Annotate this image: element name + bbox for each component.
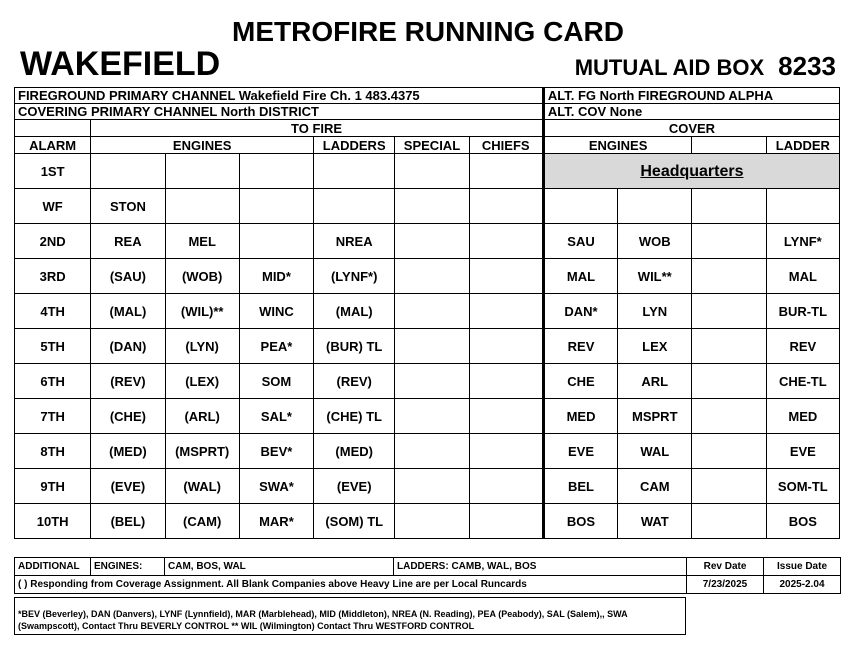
engine-cell: SWA* — [239, 469, 313, 504]
alarm-cell: 8TH — [15, 434, 91, 469]
cover-engine-cell — [692, 189, 766, 224]
table-row — [15, 399, 840, 434]
engine-cell: MID* — [239, 259, 313, 294]
alarm-cell: 3RD — [15, 259, 91, 294]
engine-cell: (EVE) — [91, 469, 165, 504]
chiefs-cell — [469, 189, 543, 224]
engine-cell: PEA* — [239, 329, 313, 364]
cover-engine-cell: CAM — [618, 469, 692, 504]
engine-cell: (MSPRT) — [165, 434, 239, 469]
cover-engine-cell: EVE — [543, 434, 617, 469]
rev-date: 7/23/2025 — [687, 576, 764, 594]
table-row — [15, 294, 840, 329]
rev-date-label: Rev Date — [687, 558, 764, 576]
cover-engine-cell: WAL — [618, 434, 692, 469]
chiefs-cell — [469, 259, 543, 294]
ladder-cell — [314, 189, 395, 224]
special-cell — [395, 224, 469, 259]
cover-engines-header: ENGINES — [543, 137, 692, 154]
table-row — [15, 504, 840, 539]
engine-cell: MAR* — [239, 504, 313, 539]
alt-cover: ALT. COV None — [543, 104, 839, 120]
cover-engine-cell: REV — [543, 329, 617, 364]
cover-engine-cell — [692, 224, 766, 259]
cell — [91, 154, 165, 189]
engine-cell: (WOB) — [165, 259, 239, 294]
cover-engine-cell — [692, 434, 766, 469]
issue-date-label: Issue Date — [764, 558, 841, 576]
ladders-header: LADDERS — [314, 137, 395, 154]
special-cell — [395, 399, 469, 434]
engine-cell: (CAM) — [165, 504, 239, 539]
engine-cell: (LYN) — [165, 329, 239, 364]
alarm-cell: 4TH — [15, 294, 91, 329]
special-cell — [395, 469, 469, 504]
cover-engine-cell: DAN* — [543, 294, 617, 329]
alarm-cell: 5TH — [15, 329, 91, 364]
chiefs-cell — [469, 399, 543, 434]
cover-engine-cell: WAT — [618, 504, 692, 539]
cover-ladder-cell: REV — [766, 329, 839, 364]
chiefs-cell — [469, 434, 543, 469]
mutual-aid-box — [575, 52, 836, 82]
cover-engine-cell — [692, 399, 766, 434]
ladder-cell: (REV) — [314, 364, 395, 399]
alarm-cell: 6TH — [15, 364, 91, 399]
cover-ladder-cell: SOM-TL — [766, 469, 839, 504]
cover-ladder-cell: BUR-TL — [766, 294, 839, 329]
cover-engine-cell: BOS — [543, 504, 617, 539]
legend-line-2: (Swampscott), Contact Thru BEVERLY CONTROL ** WIL (Wilmington) Contact Thru WESTFORD CONTROL — [18, 621, 475, 631]
ladder-cell: (LYNF*) — [314, 259, 395, 294]
engine-cell — [239, 224, 313, 259]
engine-cell — [165, 189, 239, 224]
headquarters-label: Headquarters — [543, 154, 839, 189]
table-row — [15, 434, 840, 469]
cover-ladder-cell: CHE-TL — [766, 364, 839, 399]
box-label: MUTUAL AID BOX — [574, 55, 765, 80]
ladder-cell: (CHE) TL — [314, 399, 395, 434]
table-row — [15, 259, 840, 294]
cover-engine-cell — [692, 329, 766, 364]
legend-line-1: *BEV (Beverley), DAN (Danvers), LYNF (Lynnfield), MAR (Marblehead), MID (Middleton), NREA (N. Reading), PEA (Peabody), SAL (Salem),, SWA — [18, 609, 628, 619]
alarm-cell: 7TH — [15, 399, 91, 434]
cover-engine-cell — [692, 294, 766, 329]
engine-cell: SOM — [239, 364, 313, 399]
cover-engine-cell: MSPRT — [618, 399, 692, 434]
engine-cell: (CHE) — [91, 399, 165, 434]
additional-engines: CAM, BOS, WAL — [165, 558, 394, 576]
engine-cell: (LEX) — [165, 364, 239, 399]
special-cell — [395, 434, 469, 469]
card-title: METROFIRE RUNNING CARD — [232, 16, 624, 47]
table-row — [15, 189, 840, 224]
engine-cell: MEL — [165, 224, 239, 259]
engine-cell: (WIL)** — [165, 294, 239, 329]
table-row — [15, 364, 840, 399]
engine-cell: (ARL) — [165, 399, 239, 434]
cell — [314, 154, 395, 189]
coverage-note: ( ) Responding from Coverage Assignment. All Blank Companies above Heavy Line are per Local Runcards — [15, 576, 687, 594]
special-cell — [395, 329, 469, 364]
cover-ladder-cell: MAL — [766, 259, 839, 294]
chiefs-cell — [469, 364, 543, 399]
additional-label: ADDITIONAL — [15, 558, 91, 576]
chiefs-cell — [469, 469, 543, 504]
cover-engine-cell: CHE — [543, 364, 617, 399]
cover-engine-cell: MED — [543, 399, 617, 434]
table-row — [15, 224, 840, 259]
cover-engine-cell — [692, 259, 766, 294]
cover-engine-cell: LYN — [618, 294, 692, 329]
chiefs-cell — [469, 329, 543, 364]
special-cell — [395, 259, 469, 294]
alarm-cell: 1ST — [15, 154, 91, 189]
cover-engine-cell: WIL** — [618, 259, 692, 294]
city-name: WAKEFIELD — [20, 45, 221, 83]
special-header: SPECIAL — [395, 137, 469, 154]
cover-ladder-cell: BOS — [766, 504, 839, 539]
additional-engines-label: ENGINES: — [91, 558, 165, 576]
cover-ladder-cell: EVE — [766, 434, 839, 469]
alarm-header: ALARM — [15, 137, 91, 154]
engine-cell — [239, 189, 313, 224]
ladder-cell: (MAL) — [314, 294, 395, 329]
cover-engine-cell: ARL — [618, 364, 692, 399]
engine-cell: (WAL) — [165, 469, 239, 504]
engine-cell: (SAU) — [91, 259, 165, 294]
cover-engine-cell: LEX — [618, 329, 692, 364]
engine-cell: BEV* — [239, 434, 313, 469]
ladder-cell: (SOM) TL — [314, 504, 395, 539]
covering-channel: COVERING PRIMARY CHANNEL North DISTRICT — [15, 104, 544, 120]
table-row — [15, 154, 840, 189]
engines-header: ENGINES — [91, 137, 314, 154]
additional-ladders: LADDERS: CAMB, WAL, BOS — [394, 558, 687, 576]
box-number: 8233 — [778, 51, 836, 81]
cover-engine-cell: WOB — [618, 224, 692, 259]
cover-ladder-cell: MED — [766, 399, 839, 434]
cover-ladder-header: LADDER — [766, 137, 839, 154]
engine-cell: WINC — [239, 294, 313, 329]
chiefs-cell — [469, 504, 543, 539]
chiefs-header: CHIEFS — [469, 137, 543, 154]
cover-engine-cell — [692, 504, 766, 539]
running-card-table — [14, 87, 840, 539]
engine-cell: (MAL) — [91, 294, 165, 329]
table-row — [15, 469, 840, 504]
ladder-cell: (BUR) TL — [314, 329, 395, 364]
table-row — [15, 329, 840, 364]
cover-ladder-cell: LYNF* — [766, 224, 839, 259]
special-cell — [395, 189, 469, 224]
to-fire-header: TO FIRE — [91, 120, 544, 137]
engine-cell: SAL* — [239, 399, 313, 434]
alarm-cell: 10TH — [15, 504, 91, 539]
issue-date: 2025-2.04 — [764, 576, 841, 594]
special-cell — [395, 504, 469, 539]
cover-engine-cell — [692, 364, 766, 399]
cell — [239, 154, 313, 189]
cover-engine-cell — [692, 469, 766, 504]
chiefs-cell — [469, 294, 543, 329]
cover-engine-cell: MAL — [543, 259, 617, 294]
special-cell — [395, 294, 469, 329]
ladder-cell: (EVE) — [314, 469, 395, 504]
engine-cell: (DAN) — [91, 329, 165, 364]
blank-cell — [15, 120, 91, 137]
special-cell — [395, 364, 469, 399]
primary-channel: FIREGROUND PRIMARY CHANNEL Wakefield Fire Ch. 1 483.4375 — [15, 88, 544, 104]
cover-engine-cell — [618, 189, 692, 224]
cover-header: COVER — [543, 120, 839, 137]
engine-cell: REA — [91, 224, 165, 259]
engine-cell: (BEL) — [91, 504, 165, 539]
cover-engine-cell — [543, 189, 617, 224]
cover-ladder-cell — [766, 189, 839, 224]
ladder-cell: (MED) — [314, 434, 395, 469]
alarm-cell: 9TH — [15, 469, 91, 504]
alarm-cell: WF — [15, 189, 91, 224]
chiefs-cell — [469, 224, 543, 259]
alarm-cell: 2ND — [15, 224, 91, 259]
cover-engine-cell: SAU — [543, 224, 617, 259]
blank-cell — [692, 137, 766, 154]
cell — [469, 154, 543, 189]
footer-table — [14, 557, 841, 594]
alt-fireground: ALT. FG North FIREGROUND ALPHA — [543, 88, 839, 104]
cover-engine-cell: BEL — [543, 469, 617, 504]
engine-cell: (REV) — [91, 364, 165, 399]
cell — [395, 154, 469, 189]
cell — [165, 154, 239, 189]
engine-cell: STON — [91, 189, 165, 224]
legend-notes — [14, 597, 686, 635]
ladder-cell: NREA — [314, 224, 395, 259]
engine-cell: (MED) — [91, 434, 165, 469]
